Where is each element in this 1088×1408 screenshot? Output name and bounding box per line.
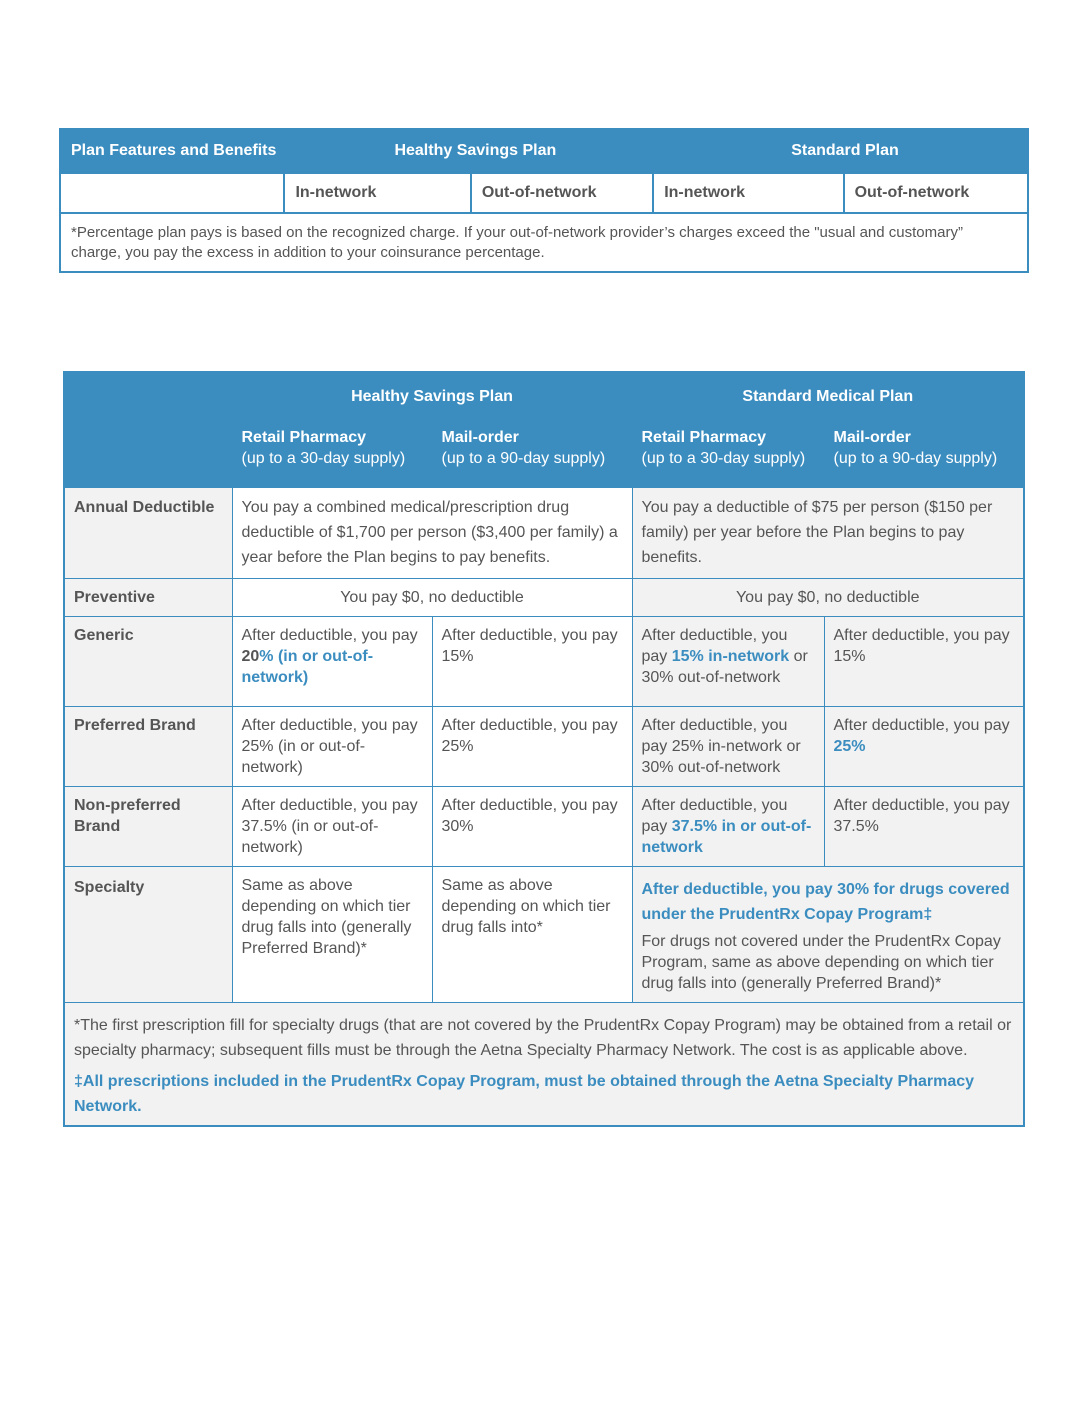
mail-order-supply-note: (up to a 90-day supply): [441, 450, 606, 467]
standard-preventive: You pay $0, no deductible: [632, 579, 1024, 617]
empty-cell: [60, 173, 284, 213]
healthy-retail-generic: [232, 617, 432, 707]
standard-mail-preferred: [824, 707, 1024, 787]
mail-order-supply-note: (up to a 90-day supply): [833, 450, 998, 467]
standard-medical-plan-heading: Standard Medical Plan: [632, 372, 1024, 417]
healthy-mail-generic: After deductible, you pay 15%: [432, 617, 632, 707]
healthy-savings-plan-heading: Healthy Savings Plan: [232, 372, 632, 417]
standard-mail-nonpreferred: After deductible, you pay 37.5%: [824, 787, 1024, 867]
prudentrx-footnote: ‡All prescriptions included in the PrudentRx Copay Program, must be obtained through the Aetna Specialty Pharmacy Network.: [74, 1073, 975, 1115]
table1-footnote-row: [60, 213, 1028, 272]
retail-pharmacy-title: Retail Pharmacy: [641, 429, 767, 446]
specialty-standard-text: For drugs not covered under the PrudentRx Copay Program, same as above depending on which tier drug falls into (generally Preferred Brand)*: [641, 933, 1001, 992]
preventive-row: [64, 579, 1024, 617]
mail-order-title: Mail-order: [441, 429, 519, 446]
retail-supply-note: (up to a 30-day supply): [241, 450, 406, 467]
standard-retail-preferred: After deductible, you pay 25% in-network or 30% out-of-network: [632, 707, 824, 787]
preferred-brand-row: [64, 707, 1024, 787]
standard-annual-deductible: You pay a deductible of $75 per person ($150 per family) per year before the Plan begins to pay benefits.: [632, 488, 1024, 579]
generic-c3-highlight: 15% in-network: [671, 648, 790, 665]
nonpreferred-c3-text: After deductible, you pay: [641, 797, 788, 835]
standard-retail-generic: [632, 617, 824, 707]
healthy-retail-nonpreferred: After deductible, you pay 37.5% (in or out-of-network): [232, 787, 432, 867]
standard-retail-nonpreferred: [632, 787, 824, 867]
generic-label: Generic: [64, 617, 232, 707]
healthy-retail-specialty: Same as above depending on which tier drug falls into (generally Preferred Brand)*: [232, 867, 432, 1003]
table1-footnote: *Percentage plan pays is based on the recognized charge. If your out-of-network provider’s charges exceed the "usual and customary” charge, you pay the excess in addition to your coinsurance percentage.: [71, 224, 963, 261]
preferred-c4-highlight: 25%: [833, 738, 866, 755]
plan-header-row: [64, 372, 1024, 417]
healthy-savings-plan-heading: Healthy Savings Plan: [284, 129, 653, 173]
non-preferred-brand-row: [64, 787, 1024, 867]
generic-c1-text: After deductible, you pay: [241, 627, 418, 644]
healthy-in-network-heading: In-network: [284, 173, 470, 213]
table2-footnotes: [64, 1003, 1024, 1127]
healthy-retail-preferred: After deductible, you pay 25% (in or out-of-network): [232, 707, 432, 787]
standard-specialty: [632, 867, 1024, 1003]
preferred-brand-label: Preferred Brand: [64, 707, 232, 787]
healthy-out-of-network-heading: Out-of-network: [471, 173, 653, 213]
healthy-annual-deductible: You pay a combined medical/prescription drug deductible of $1,700 per person ($3,400 per family) a year before the Plan begins to pay benefits.: [232, 488, 632, 579]
standard-out-of-network-heading: Out-of-network: [844, 173, 1028, 213]
non-preferred-brand-label: Non-preferred Brand: [64, 787, 232, 867]
plan-features-table: [59, 128, 1029, 273]
specialty-label: Specialty: [64, 867, 232, 1003]
annual-deductible-row: [64, 488, 1024, 579]
healthy-preventive: You pay $0, no deductible: [232, 579, 632, 617]
standard-mail-order-heading: [824, 417, 1024, 488]
preventive-label: Preventive: [64, 579, 232, 617]
plan-features-title: Plan Features and Benefits: [60, 129, 284, 173]
generic-c3-post: or 30% out-of-network: [641, 648, 808, 686]
mail-order-title: Mail-order: [833, 429, 911, 446]
nonpreferred-c3-highlight: 37.5% in or out-of-network: [641, 818, 812, 856]
network-subheader-row: [60, 173, 1028, 213]
standard-mail-generic: After deductible, you pay 15%: [824, 617, 1024, 707]
retail-supply-note: (up to a 30-day supply): [641, 450, 806, 467]
healthy-mail-nonpreferred: After deductible, you pay 30%: [432, 787, 632, 867]
preferred-c4-text: After deductible, you pay: [833, 717, 1010, 734]
healthy-mail-preferred: After deductible, you pay 25%: [432, 707, 632, 787]
specialty-footnote: *The first prescription fill for specialty drugs (that are not covered by the PrudentRx Copay Program) may be obtained from a retail or specialty pharmacy; subsequent fills must be through the Aetna Specialty Pharmacy Network. The cost is as applicable above.: [74, 1017, 1012, 1059]
generic-c1-bold: 20: [241, 648, 260, 665]
generic-c3-text: After deductible, you pay: [641, 627, 788, 665]
standard-in-network-heading: In-network: [653, 173, 843, 213]
empty-header-cell: [64, 372, 232, 488]
generic-row: [64, 617, 1024, 707]
annual-deductible-label: Annual Deductible: [64, 488, 232, 579]
healthy-mail-specialty: Same as above depending on which tier drug falls into*: [432, 867, 632, 1003]
footnote-row: [64, 1003, 1024, 1127]
generic-c1-highlight: % (in or out-of-network): [241, 648, 374, 686]
retail-pharmacy-title: Retail Pharmacy: [241, 429, 367, 446]
specialty-prudentrx-highlight: After deductible, you pay 30% for drugs covered under the PrudentRx Copay Program‡: [641, 881, 1010, 923]
standard-retail-heading: [632, 417, 824, 488]
plan-features-header-row: [60, 129, 1028, 173]
healthy-retail-heading: [232, 417, 432, 488]
healthy-mail-order-heading: [432, 417, 632, 488]
standard-plan-heading: Standard Plan: [653, 129, 1028, 173]
specialty-row: [64, 867, 1024, 1003]
pharmacy-benefits-table: [63, 371, 1025, 1127]
